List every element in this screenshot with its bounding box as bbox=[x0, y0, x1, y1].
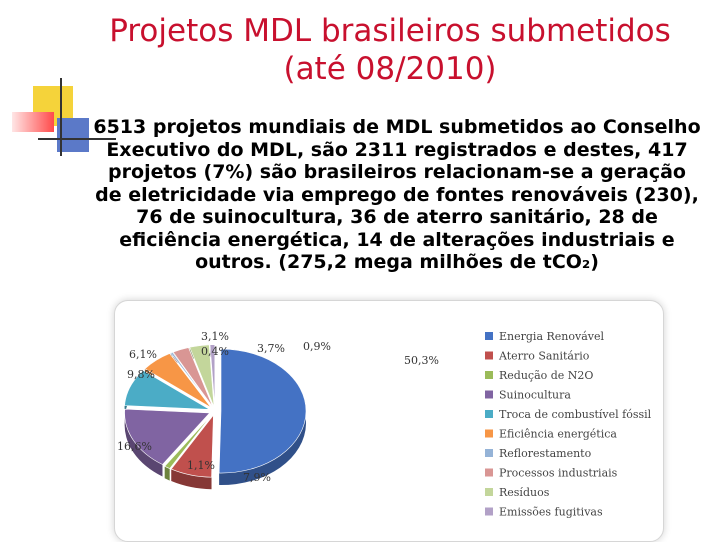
legend-entry: Aterro Sanitário bbox=[499, 349, 590, 363]
legend-swatch bbox=[485, 332, 493, 340]
pie-slice-label: 6,1% bbox=[129, 348, 157, 361]
legend-entry: Resíduos bbox=[499, 486, 550, 499]
decorative-vertical-line bbox=[60, 78, 62, 156]
legend-swatch bbox=[485, 410, 493, 418]
pie-chart bbox=[115, 301, 663, 541]
legend-entry: Energia Renovável bbox=[499, 330, 605, 343]
slide-title-line-1: Projetos MDL brasileiros submetidos bbox=[109, 13, 671, 49]
pie-slice-label: 50,3% bbox=[404, 354, 439, 367]
pie-slice-label: 9,8% bbox=[127, 368, 155, 381]
pie-slice-label: 16,6% bbox=[117, 440, 152, 453]
legend-swatch bbox=[485, 469, 493, 477]
pie-slice-label: 1,1% bbox=[187, 459, 215, 472]
legend-entry: Processos industriais bbox=[499, 466, 618, 480]
legend-entry: Suinocultura bbox=[499, 388, 571, 402]
legend-swatch bbox=[485, 508, 493, 516]
legend-entry: Troca de combustível fóssil bbox=[499, 408, 652, 421]
legend-swatch bbox=[485, 449, 493, 457]
pie-slice-label: 3,1% bbox=[201, 330, 229, 343]
pie-slice-label: 7,9% bbox=[243, 471, 271, 484]
decorative-red-bar bbox=[12, 112, 54, 132]
pie-slice-label: 0,4% bbox=[201, 345, 229, 358]
slide-title-line-2: (até 08/2010) bbox=[283, 51, 497, 87]
body-paragraph: 6513 projetos mundiais de MDL submetidos ao Conselho Executivo do MDL, são 2311 registrados e destes, 417 projetos (7%) são brasileiros relacionam-se a geração de eletricidade via emprego de fontes renováveis (230), 76 de suinocultura, 36 de aterro sanitário, 28 de eficiência energética, 14 de alterações industriais e outros. (275,2 mega milhões de tCO₂) bbox=[93, 116, 701, 273]
legend-swatch bbox=[485, 352, 493, 360]
legend-entry: Emissões fugitivas bbox=[499, 505, 603, 519]
legend-entry: Eficiência energética bbox=[499, 427, 617, 441]
pie-slice-label: 3,7% bbox=[257, 342, 285, 355]
legend-entry: Reflorestamento bbox=[499, 447, 592, 460]
legend-swatch bbox=[485, 488, 493, 496]
legend-swatch bbox=[485, 391, 493, 399]
pie-slice-label: 0,9% bbox=[303, 340, 331, 353]
legend-swatch bbox=[485, 430, 493, 438]
legend-swatch bbox=[485, 371, 493, 379]
slide-title bbox=[60, 12, 720, 88]
legend-entry: Redução de N2O bbox=[499, 369, 594, 382]
pie-chart-panel bbox=[114, 300, 664, 542]
